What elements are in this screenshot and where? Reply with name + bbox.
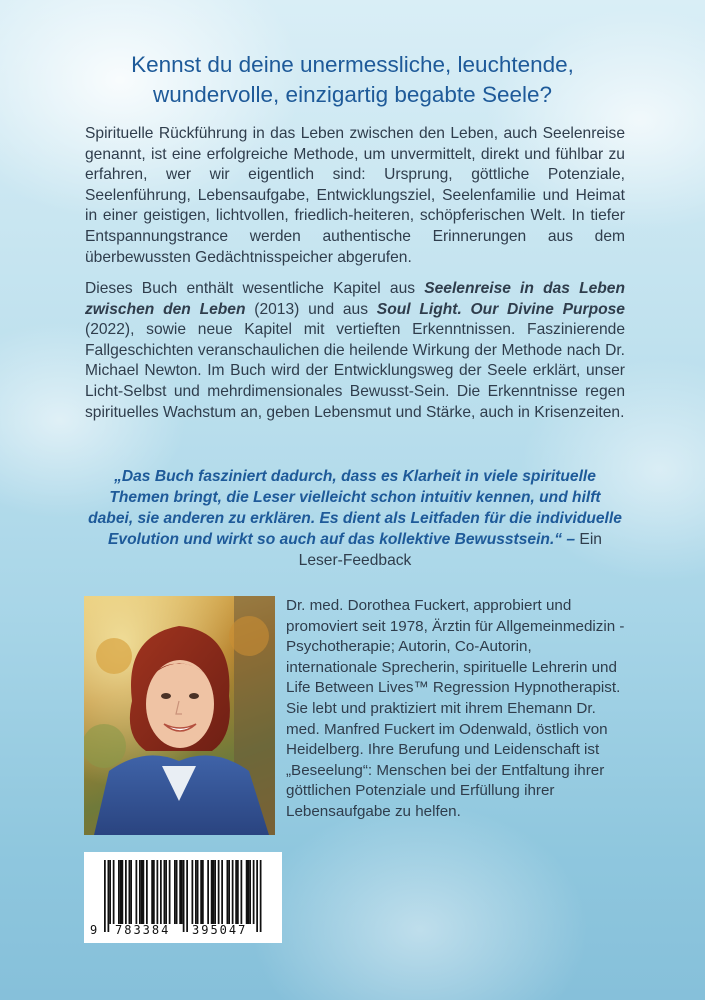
barcode-bar [146,860,148,924]
book-title-2: Soul Light. Our Divine Purpose [376,300,625,318]
barcode-bar [165,860,167,924]
content-paragraph [85,279,625,423]
barcode-bar [253,860,255,924]
barcode-bar [176,860,178,924]
barcode-bar [228,860,230,924]
author-photo [84,596,275,835]
headline-line-1: Kennst du deine unermessliche, leuchtende, [131,52,574,77]
book-title-1: Seelenreise in das Leben zwischen den Leben [85,280,626,318]
barcode-bar [108,860,110,932]
barcode-bar [237,860,239,924]
barcode-bar [235,860,237,924]
barcode-bar [246,860,248,924]
barcode-bar [227,860,229,924]
barcode-bar [169,860,171,924]
barcode-bar [164,860,166,924]
barcode-bar [120,860,122,924]
barcode-digit-prefix: 9 [90,923,98,937]
barcode-bar [109,860,111,924]
quote-source: Ein Leser-Feedback [298,531,602,569]
barcode-bar [256,860,258,932]
barcode-digits [84,923,282,939]
barcode-bar [118,860,120,924]
barcode-bar [192,860,194,924]
barcode-bar [129,860,131,924]
barcode-bar [174,860,176,924]
barcode-bar [200,860,202,924]
barcode-bar [221,860,223,924]
barcode-bar [104,860,106,932]
barcode-digits-right: 395047 [192,923,248,937]
barcode-bar [213,860,215,924]
reader-quote [85,466,625,571]
barcode-bar [122,860,124,924]
intro-paragraph: Spirituelle Rückführung in das Leben zwischen den Leben, auch Seelenreise genannt, ist eine erfolgreiche Methode, um unvermittelt, direkt und fühlbar zu erfahren, wer wir eigentlich sind: Ursprung, göttliche Potenziale, Seelenführung, Lebensaufgabe, Entwicklungsziel, Seelenfamilie und Heimat in einer geistigen, lichtvollen, friedlich-heiteren, schöpferischen Welt. In tiefer Entspannungstrance werden authentische Erinnerungen aus dem überbewussten Gedächtnisspeicher abgerufen. [85,125,625,266]
barcode-bar [232,860,234,924]
barcode-bar [183,860,185,932]
barcode-bar [241,860,243,924]
barcode-bar [197,860,199,924]
isbn-barcode [84,852,282,943]
barcode-bar [202,860,204,924]
barcode-bar [136,860,138,924]
content-text-1: Dieses Buch enthält wesentliche Kapitel aus [85,280,425,297]
headline [60,50,645,110]
content-text-2: (2013) und aus [245,300,377,318]
barcode-bar [139,860,141,924]
author-bio: Dr. med. Dorothea Fuckert, approbiert und promoviert seit 1978, Ärztin für Allgemeinmedizin - Psychotherapie; Autorin, Co-Autorin, internationale Sprecherin, spirituelle Lehrerin und Life Between Lives™ Regression Hypnotherapist. Sie lebt und praktiziert mit ihrem Ehemann Dr. med. Manfred Fuckert im Odenwald, östlich von Heidelberg. Ihre Berufung und Leidenschaft ist „Beseelung“: Menschen bei der Entfaltung ihrer göttlichen Potenziale und Erfüllung ihrer Lebensaufgabe zu helfen. [286,597,625,820]
barcode-bar [113,860,115,924]
headline-line-2: wundervolle, einzigartig begabte Seele? [152,82,553,107]
quote-text: „Das Buch fasziniert dadurch, dass es Klarheit in viele spirituelle Themen bringt, die Leser vielleicht schon intuitiv kennen, und hilft dabei, sie anderen zu erklären. Es dient als Leitfaden für die individuelle Evolution und wirkt so auch auf das kollektive Bewusstsein.“ – [88,468,622,548]
barcode-bar [186,860,188,932]
barcode-bar [151,860,153,924]
barcode-bar [143,860,145,924]
barcode-bar [160,860,162,924]
barcode-bar [214,860,216,924]
barcode-bar [130,860,132,924]
barcode-digits-left: 783384 [115,923,171,937]
barcode-bar [179,860,181,924]
barcode-bar [157,860,159,924]
content-text-3: (2022), sowie neue Kapitel mit vertieften Erkenntnissen. Faszinierende Fallgeschichten veranschaulichen die heilende Wirkung der Methode nach Dr. Michael Newton. Im Buch wird der Entwicklungsweg der Seele erklärt, unser Licht-Selbst und mehrdimensionales Bewusst-Sein. Die Erkenntnisse regen spirituelles Wachstum an, geben Lebensmut und Stärke, auch in Krisenzeiten. [85,321,625,421]
barcode-bar [207,860,209,924]
barcode-bar [211,860,213,924]
barcode-bar [218,860,220,924]
barcode-bar [260,860,262,932]
barcode-bar [125,860,127,924]
barcode-bar [249,860,251,924]
barcode-bar [195,860,197,924]
barcode-bar [153,860,155,924]
barcode-bar [181,860,183,924]
barcode-bar [248,860,250,924]
barcode-bar [141,860,143,924]
